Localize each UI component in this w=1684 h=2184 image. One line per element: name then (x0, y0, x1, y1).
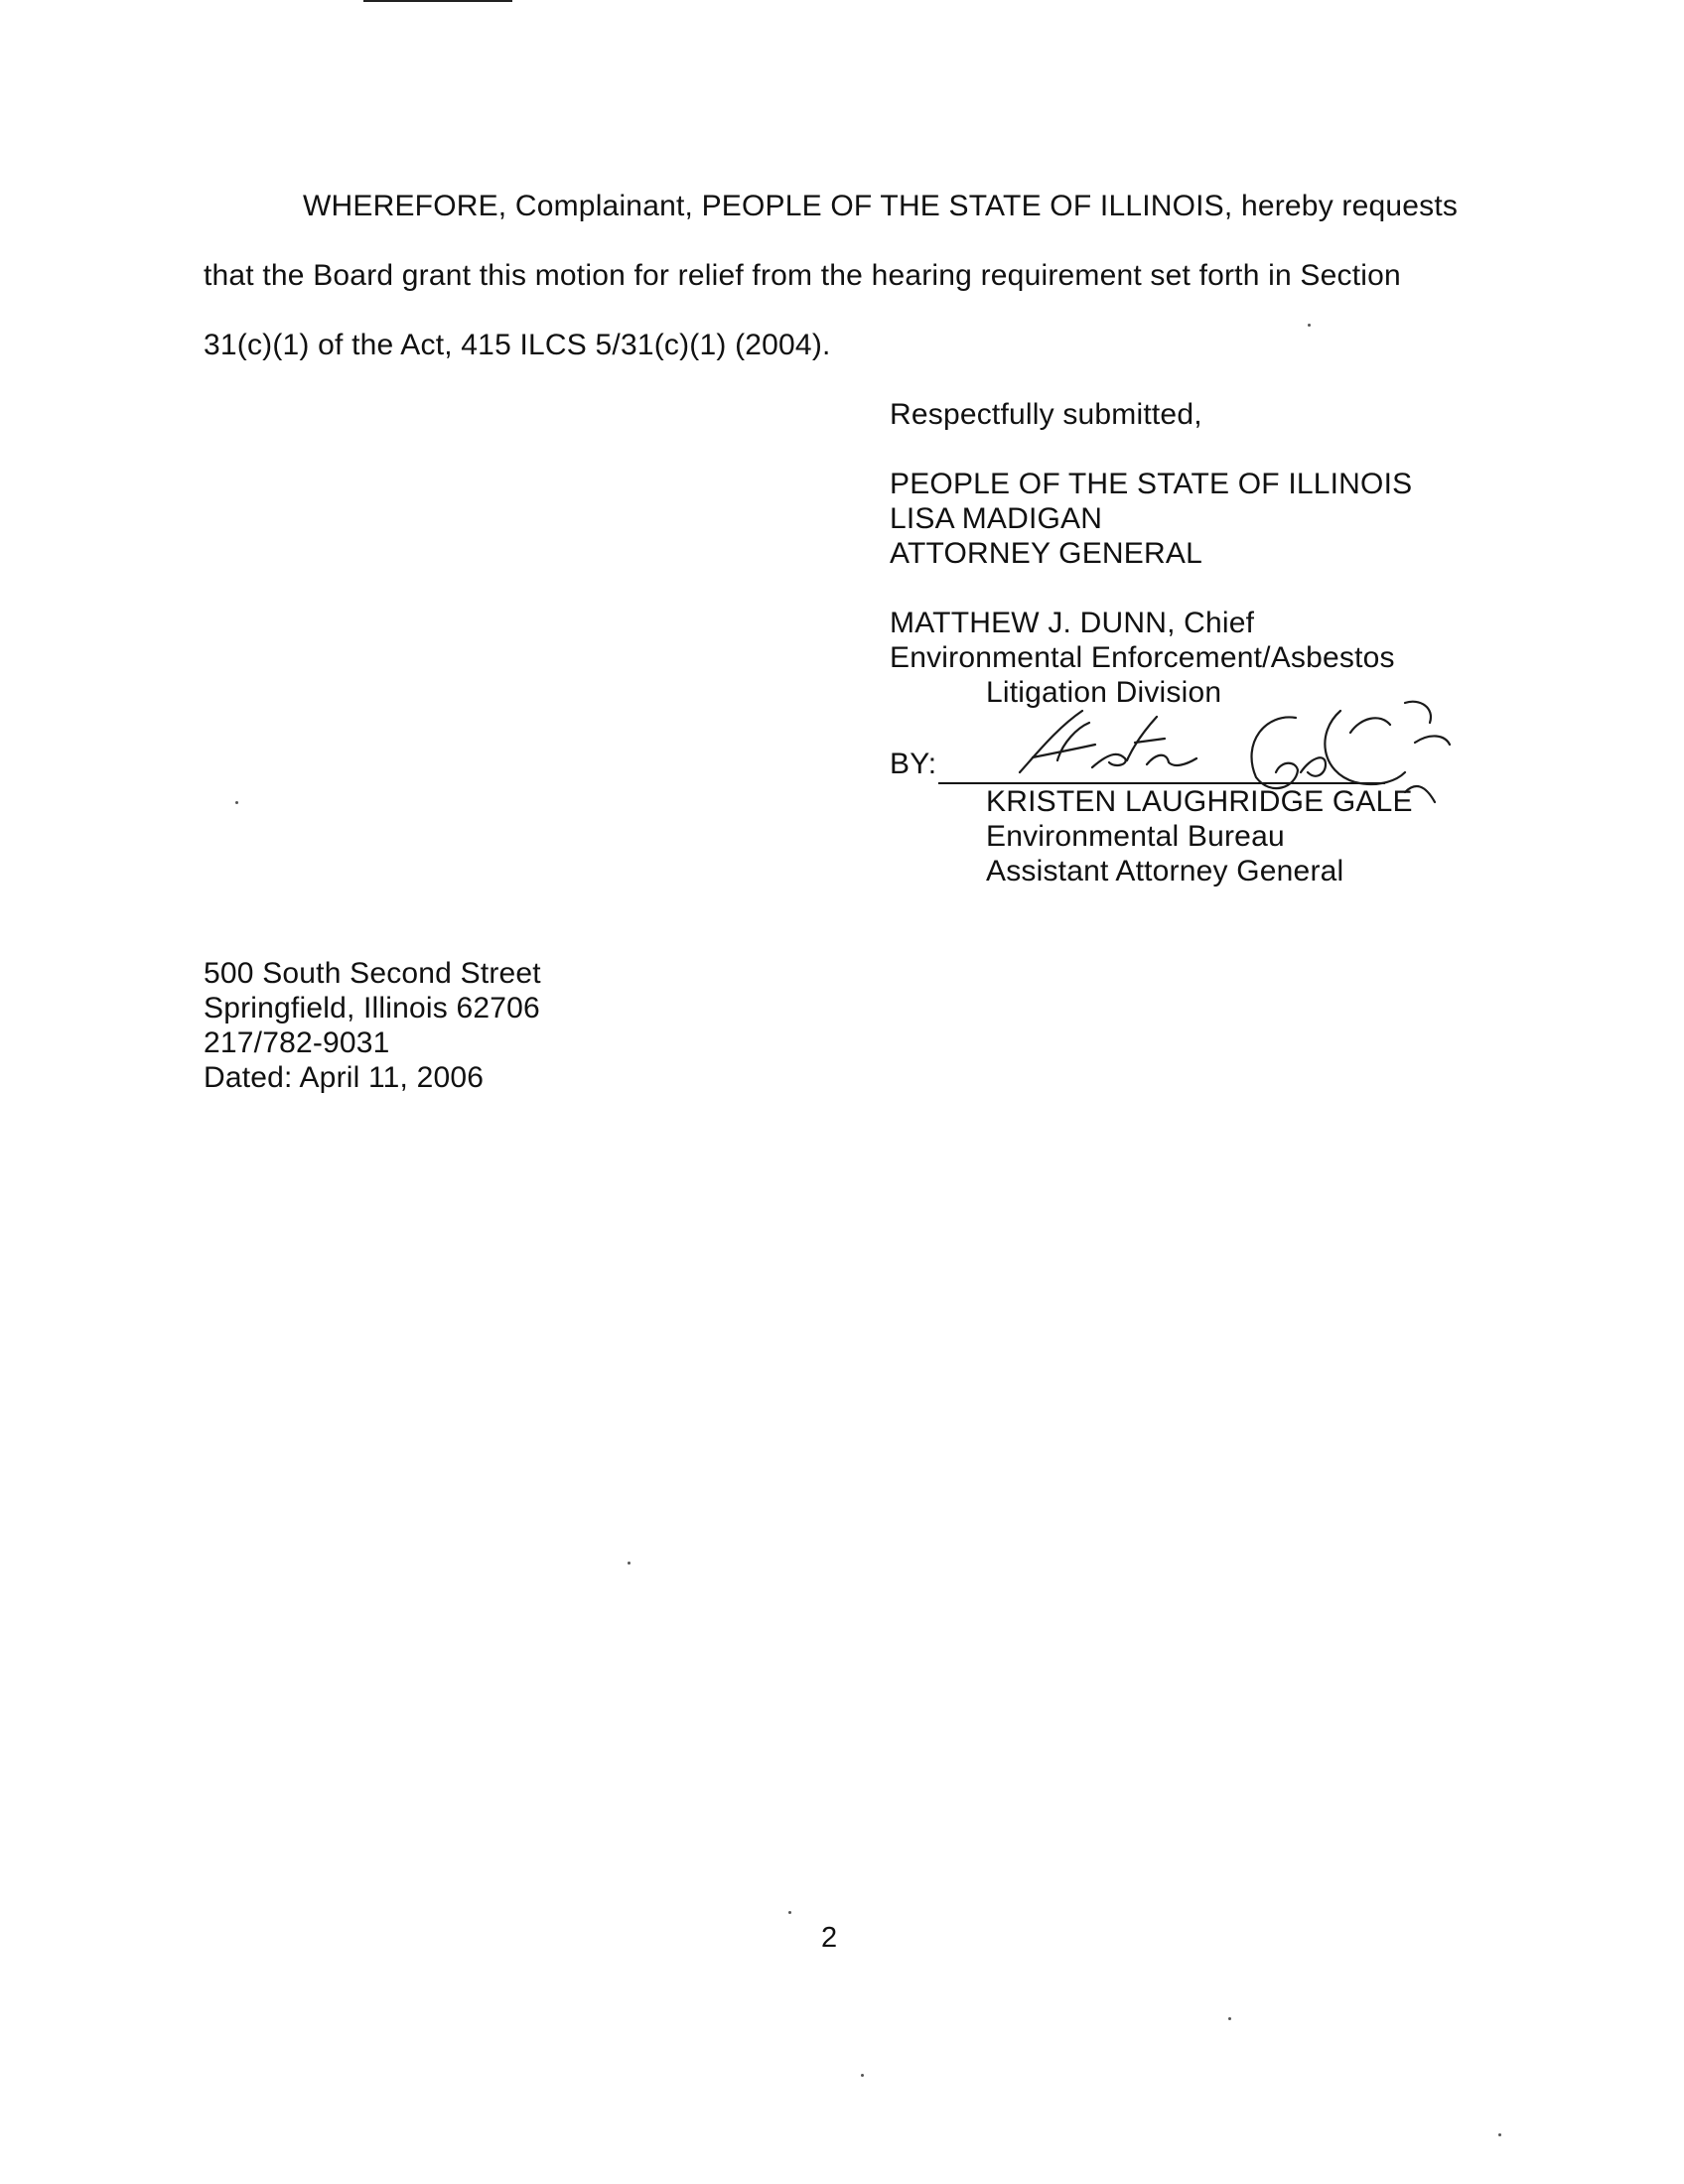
address-phone: 217/782-9031 (204, 1026, 390, 1059)
signer-name: KRISTEN LAUGHRIDGE GALE (986, 785, 1413, 818)
party-name: PEOPLE OF THE STATE OF ILLINOIS (890, 468, 1413, 500)
scan-speck (1308, 324, 1311, 327)
dated-line: Dated: April 11, 2006 (204, 1061, 485, 1094)
scan-speck (861, 2074, 864, 2077)
chief-name: MATTHEW J. DUNN, Chief (890, 607, 1255, 639)
attorney-general-name: LISA MADIGAN (890, 502, 1103, 535)
address-city: Springfield, Illinois 62706 (204, 992, 540, 1024)
scan-speck (788, 1911, 791, 1914)
scan-speck (1498, 2133, 1501, 2136)
closing: Respectfully submitted, (890, 398, 1202, 431)
division-line-1: Environmental Enforcement/Asbestos (890, 641, 1395, 674)
attorney-general-title: ATTORNEY GENERAL (890, 537, 1202, 570)
top-rule (363, 0, 512, 2)
signer-bureau: Environmental Bureau (986, 820, 1285, 853)
signer-title: Assistant Attorney General (986, 855, 1344, 887)
address-street: 500 South Second Street (204, 957, 541, 990)
scan-speck (1228, 2017, 1231, 2020)
body-line-1: WHEREFORE, Complainant, PEOPLE OF THE STATE OF ILLINOIS, hereby requests (303, 190, 1459, 222)
body-line-3: 31(c)(1) of the Act, 415 ILCS 5/31(c)(1) (2004). (204, 329, 831, 361)
scan-speck (235, 801, 238, 804)
body-line-2: that the Board grant this motion for relief from the hearing requirement set forth in Section (204, 259, 1401, 292)
page-number: 2 (821, 1922, 838, 1954)
by-label: BY: (890, 748, 937, 780)
division-line-2: Litigation Division (986, 676, 1222, 709)
scan-speck (628, 1562, 631, 1565)
